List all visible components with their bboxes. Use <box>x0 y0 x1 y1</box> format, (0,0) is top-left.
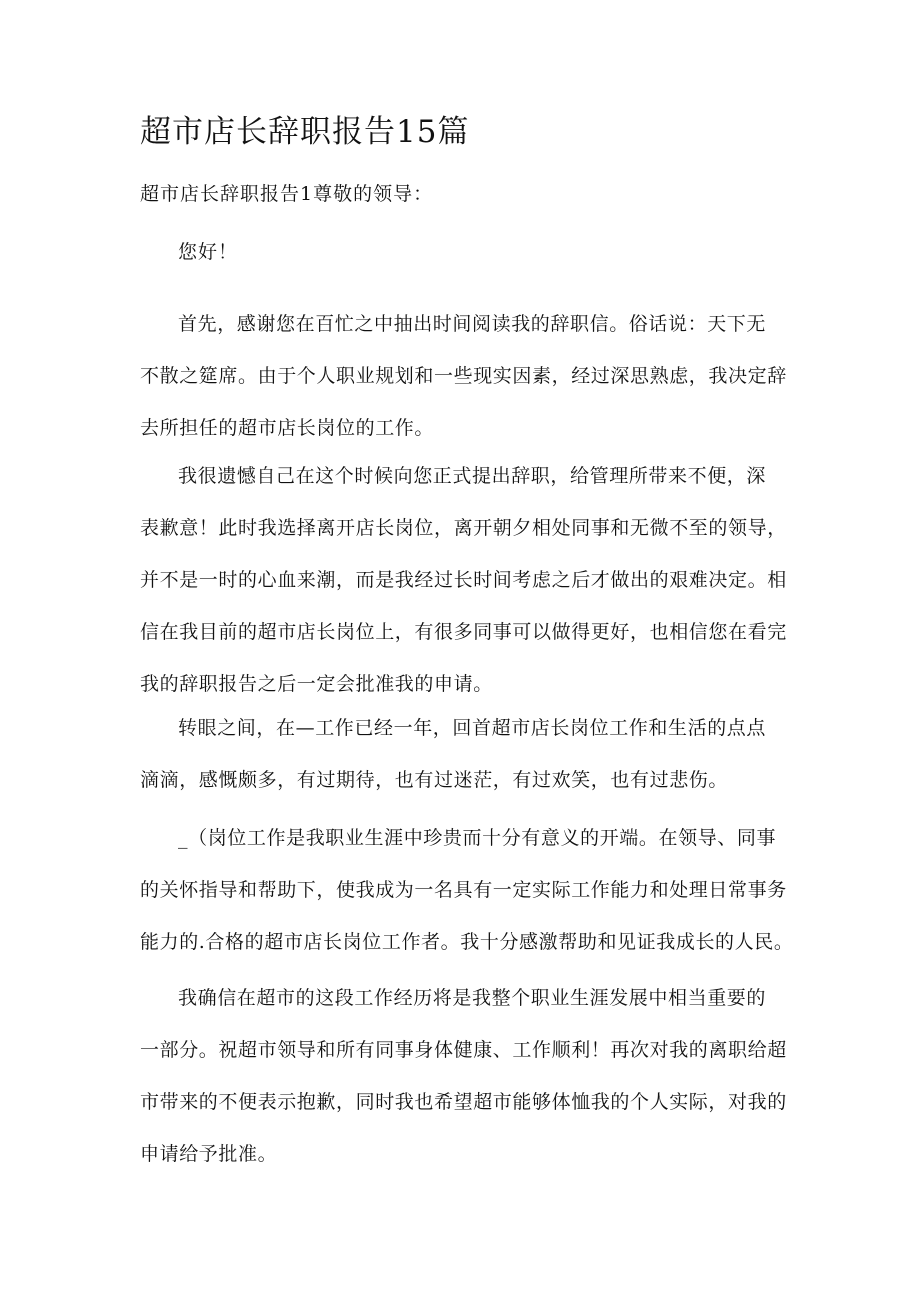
document-title: 超市店长辞职报告15篇 <box>140 114 470 150</box>
paragraph-line: 市带来的不便表示抱歉，同时我也希望超市能够体恤我的个人实际，对我的 <box>140 1091 787 1113</box>
paragraph-line: 信在我目前的超市店长岗位上，有很多同事可以做得更好，也相信您在看完 <box>140 621 787 643</box>
report-heading-salutation: 超市店长辞职报告1尊敬的领导： <box>140 183 434 205</box>
paragraph-line: 申请给予批准。 <box>140 1143 278 1165</box>
paragraph-line: 一部分。祝超市领导和所有同事身体健康、工作顺利！再次对我的离职给超 <box>140 1039 787 1061</box>
paragraph-line: 滴滴，感慨颇多，有过期待，也有过迷茫，有过欢笑，也有过悲伤。 <box>140 769 729 791</box>
paragraph-line: _（岗位工作是我职业生涯中珍贵而十分有意义的开端。在领导、同事 <box>178 827 777 849</box>
paragraph-4 <box>140 812 800 968</box>
paragraph-2 <box>140 450 800 710</box>
paragraph-line: 我很遗憾自己在这个时候向您正式提出辞职，给管理所带来不便，深 <box>178 465 767 487</box>
paragraph-line: 转眼之间，在—工作已经一年，回首超市店长岗位工作和生活的点点 <box>178 717 767 739</box>
paragraph-line: 表歉意！此时我选择离开店长岗位，离开朝夕相处同事和无微不至的领导， <box>140 517 787 539</box>
paragraph-line: 不散之筵席。由于个人职业规划和一些现实因素，经过深思熟虑，我决定辞 <box>140 365 787 387</box>
paragraph-line: 首先，感谢您在百忙之中抽出时间阅读我的辞职信。俗话说：天下无 <box>178 313 767 335</box>
greeting: 您好！ <box>178 241 239 263</box>
paragraph-line: 的关怀指导和帮助下，使我成为一名具有一定实际工作能力和处理日常事务 <box>140 879 787 901</box>
paragraph-5 <box>140 972 800 1180</box>
paragraph-line: 我的辞职报告之后一定会批准我的申请。 <box>140 673 493 695</box>
paragraph-line: 并不是一时的心血来潮，而是我经过长时间考虑之后才做出的艰难决定。相 <box>140 569 787 591</box>
paragraph-3 <box>140 702 800 806</box>
paragraph-line: 能力的.合格的超市店长岗位工作者。我十分感激帮助和见证我成长的人民。 <box>140 931 794 953</box>
paragraph-line: 去所担任的超市店长岗位的工作。 <box>140 417 435 439</box>
paragraph-line: 我确信在超市的这段工作经历将是我整个职业生涯发展中相当重要的 <box>178 987 767 1009</box>
paragraph-1 <box>140 298 800 454</box>
